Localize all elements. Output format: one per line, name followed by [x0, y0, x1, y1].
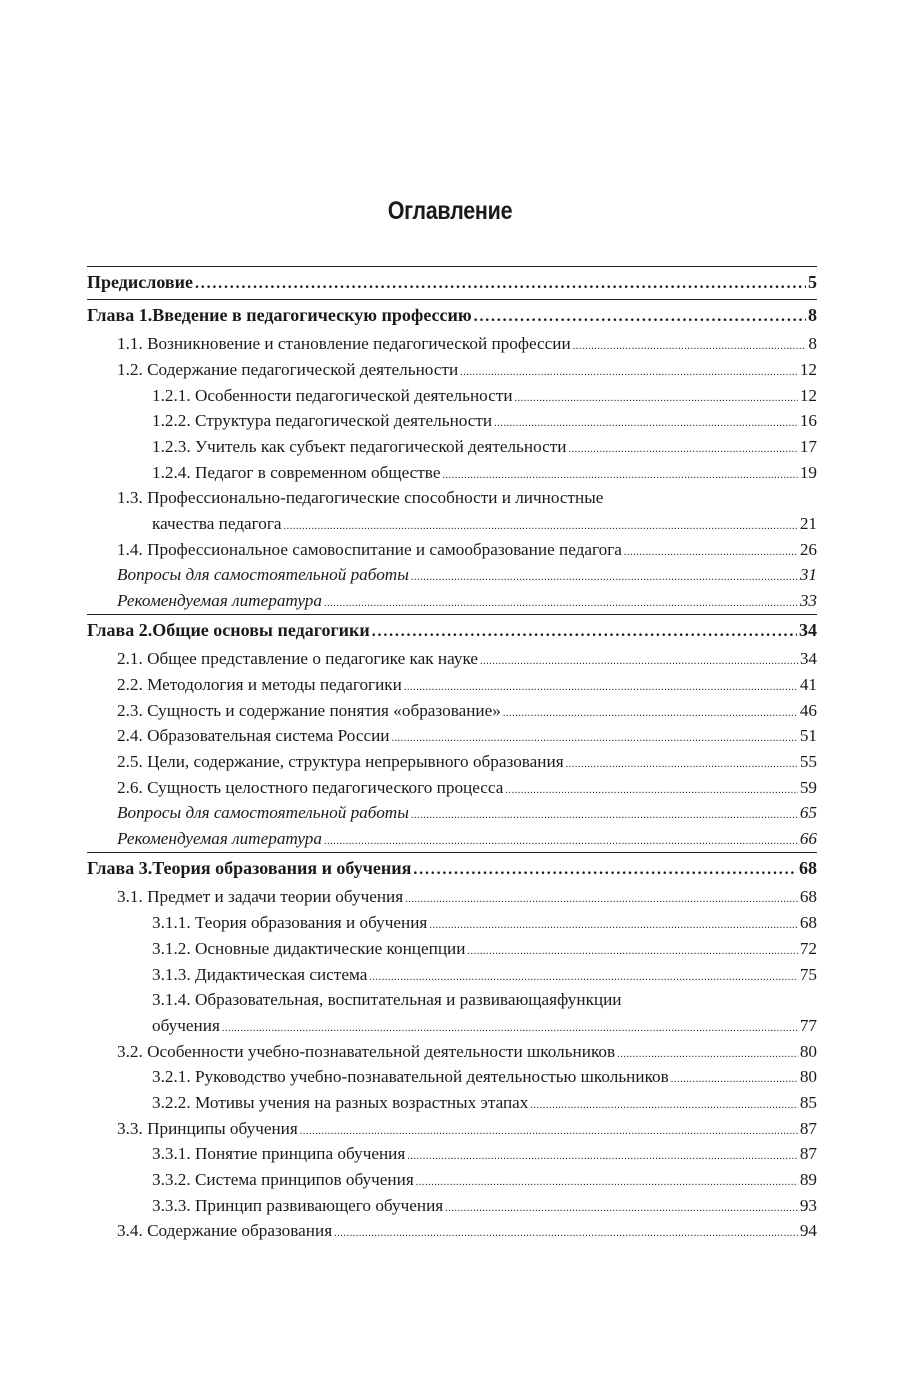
toc-section-chapter-2	[87, 614, 817, 852]
dot-leader	[334, 1218, 798, 1247]
toc-page-number: 33	[799, 591, 817, 611]
page-title: Оглавление	[387, 197, 513, 225]
toc-entry-label: 1.3. Профессионально-педагогические способности и личностные	[117, 488, 604, 508]
toc-entry-label: обучения	[152, 1015, 220, 1035]
toc-entry-preface[interactable]	[87, 267, 817, 299]
toc-entry-literature[interactable]	[87, 588, 817, 614]
toc-entry-label: 3.1. Предмет и задачи теории обучения	[117, 887, 404, 907]
toc-entry-label: 1.1. Возникновение и становление педагогической профессии	[117, 334, 571, 354]
toc-entry[interactable]	[87, 331, 817, 357]
toc-entry[interactable]	[87, 434, 817, 460]
toc-page-number: 80	[799, 1041, 817, 1061]
toc-entry-continuation[interactable]	[87, 511, 817, 537]
toc-page-number: 77	[799, 1015, 817, 1035]
toc-entry[interactable]	[87, 357, 817, 383]
toc-entry[interactable]	[87, 383, 817, 409]
toc-entry[interactable]	[87, 1116, 817, 1142]
dot-leader	[503, 698, 798, 727]
dot-leader	[416, 1167, 798, 1196]
toc-entry-label: 1.2.4. Педагог в современном обществе	[152, 462, 441, 482]
toc-page-number: 65	[799, 803, 817, 823]
dot-leader	[429, 910, 797, 939]
toc-entry-label: 2.5. Цели, содержание, структура непрерывного образования	[117, 752, 564, 772]
toc-entry[interactable]	[87, 775, 817, 801]
toc-entry-label: Рекомендуемая литература	[117, 591, 322, 611]
table-of-contents	[87, 266, 817, 1244]
toc-page-number: 68	[799, 913, 817, 933]
dot-leader	[568, 434, 797, 463]
toc-entry[interactable]	[87, 884, 817, 910]
dot-leader	[413, 853, 797, 886]
toc-entry[interactable]	[87, 910, 817, 936]
toc-entry-label: 3.2.1. Руководство учебно-познавательной деятельностью школьников	[152, 1067, 669, 1087]
toc-entry-continuation[interactable]	[87, 1013, 817, 1039]
dot-leader	[474, 300, 806, 333]
toc-entry[interactable]	[87, 1064, 817, 1090]
toc-entry[interactable]	[87, 1218, 817, 1244]
toc-page-number: 21	[799, 514, 817, 533]
dot-leader	[671, 1064, 798, 1093]
toc-chapter-1[interactable]	[87, 300, 817, 332]
toc-page-number: 72	[799, 938, 817, 958]
toc-page-number: 87	[799, 1144, 817, 1164]
toc-section-chapter-1	[87, 299, 817, 614]
toc-entry[interactable]	[87, 1167, 817, 1193]
dot-leader	[573, 331, 807, 360]
dot-leader	[494, 408, 798, 437]
toc-page-number: 68	[799, 887, 817, 907]
dot-leader	[407, 1141, 798, 1170]
dot-leader	[222, 1013, 798, 1042]
toc-entry-label: 3.4. Содержание образования	[117, 1221, 333, 1241]
toc-entry[interactable]	[87, 723, 817, 749]
dot-leader	[515, 383, 798, 412]
toc-entry[interactable]	[87, 646, 817, 672]
toc-entry-label: 1.4. Профессиональное самовоспитание и самообразование педагога	[117, 539, 622, 559]
dot-leader	[480, 646, 798, 675]
dot-leader	[372, 615, 797, 648]
toc-entry-label: 2.4. Образовательная система России	[117, 726, 390, 746]
dot-leader	[460, 357, 798, 386]
toc-page-number: 94	[799, 1221, 817, 1241]
toc-page-number: 12	[799, 385, 817, 405]
toc-chapter-title: Глава 1.Введение в педагогическую профессию	[87, 304, 472, 325]
dot-leader	[404, 672, 798, 701]
dot-leader	[566, 749, 798, 778]
dot-leader	[324, 826, 798, 855]
toc-page-number: 85	[799, 1092, 817, 1112]
toc-page-number: 34	[799, 649, 817, 669]
toc-entry[interactable]	[87, 408, 817, 434]
toc-page-number: 59	[799, 777, 817, 797]
toc-entry-label: 3.3.2. Система принципов обучения	[152, 1170, 414, 1189]
toc-page-number: 66	[799, 829, 817, 849]
dot-leader	[530, 1090, 797, 1119]
toc-entry-label: 3.1.3. Дидактическая система	[152, 964, 368, 984]
toc-entry[interactable]	[87, 460, 817, 486]
toc-entry[interactable]	[87, 749, 817, 775]
toc-entry-label: 3.2.2. Мотивы учения на разных возрастных этапах	[152, 1092, 529, 1112]
dot-leader	[369, 962, 797, 991]
toc-chapter-2[interactable]	[87, 615, 817, 647]
toc-entry[interactable]	[87, 936, 817, 962]
toc-page-number: 75	[799, 964, 817, 984]
dot-leader	[467, 936, 797, 965]
toc-section-chapter-3	[87, 852, 817, 1244]
dot-leader	[324, 588, 798, 617]
toc-section-preface	[87, 266, 817, 299]
toc-chapter-3[interactable]	[87, 853, 817, 885]
dot-leader	[391, 723, 797, 752]
dot-leader	[300, 1116, 798, 1145]
toc-entry[interactable]	[87, 537, 817, 563]
toc-entry[interactable]	[87, 485, 817, 511]
toc-page-number: 46	[799, 700, 817, 720]
toc-entry-questions[interactable]	[87, 800, 817, 826]
toc-entry-label: 3.3. Принципы обучения	[117, 1118, 298, 1138]
dot-leader	[284, 511, 798, 540]
toc-chapter-title: Глава 2.Общие основы педагогики	[87, 619, 370, 640]
dot-leader	[405, 884, 798, 913]
toc-page-number: 26	[799, 539, 817, 559]
toc-entry[interactable]	[87, 1141, 817, 1167]
toc-page-number: 93	[799, 1195, 817, 1215]
toc-entry-label: Вопросы для самостоятельной работы	[117, 565, 409, 585]
dot-leader	[442, 460, 797, 489]
toc-page-number: 34	[799, 619, 817, 640]
dot-leader	[411, 562, 798, 591]
toc-entry-label: 2.2. Методология и методы педагогики	[117, 675, 402, 695]
toc-entry-label: 3.1.2. Основные дидактические концепции	[152, 938, 466, 958]
toc-entry[interactable]	[87, 1193, 817, 1219]
toc-entry-literature[interactable]	[87, 826, 817, 852]
toc-entry[interactable]	[87, 962, 817, 988]
toc-entry-label: 1.2.3. Учитель как субъект педагогической деятельности	[152, 436, 567, 456]
toc-entry-label: Предисловие	[87, 272, 193, 292]
toc-page-number: 51	[799, 726, 817, 746]
toc-entry-label: Рекомендуемая литература	[117, 829, 322, 849]
toc-page-number: 55	[799, 752, 817, 772]
toc-entry[interactable]	[87, 987, 817, 1013]
dot-leader	[195, 267, 806, 300]
toc-entry-label: 1.2.2. Структура педагогической деятельности	[152, 411, 493, 431]
dot-leader	[624, 537, 798, 566]
toc-chapter-title: Глава 3.Теория образования и обучения	[87, 857, 412, 878]
dot-leader	[505, 775, 797, 804]
toc-page-number: 68	[799, 857, 817, 878]
toc-page-number: 80	[799, 1067, 817, 1087]
toc-page-number: 41	[799, 675, 817, 695]
toc-entry[interactable]	[87, 672, 817, 698]
dot-leader	[617, 1039, 798, 1068]
toc-page-number: 5	[808, 272, 817, 292]
toc-entry-label: 3.2. Особенности учебно-познавательной деятельности школьников	[117, 1041, 616, 1061]
toc-entry-label: 1.2. Содержание педагогической деятельности	[117, 359, 459, 379]
toc-entry-label: 3.3.3. Принцип развивающего обучения	[152, 1195, 444, 1215]
toc-entry-label: 2.3. Сущность и содержание понятия «образование»	[117, 700, 501, 720]
toc-entry[interactable]	[87, 1039, 817, 1065]
toc-entry[interactable]	[87, 698, 817, 724]
toc-page-number: 31	[799, 565, 817, 585]
toc-page-number: 19	[799, 462, 817, 482]
dot-leader	[411, 800, 798, 829]
toc-page-number: 87	[799, 1118, 817, 1138]
toc-page-number: 17	[799, 436, 817, 456]
toc-entry-label: 3.1.4. Образовательная, воспитательная и развивающаяфункции	[152, 990, 622, 1010]
toc-entry-label: качества педагога	[152, 514, 282, 533]
toc-entry-label: 2.6. Сущность целостного педагогического процесса	[117, 777, 504, 797]
toc-entry-label: 3.3.1. Понятие принципа обучения	[152, 1144, 406, 1164]
dot-leader	[445, 1193, 798, 1222]
toc-page-number: 16	[799, 411, 817, 431]
toc-page-number: 89	[799, 1170, 817, 1189]
toc-page-number: 12	[799, 359, 817, 379]
toc-entry-label: 3.1.1. Теория образования и обучения	[152, 913, 428, 933]
toc-page-number: 8	[808, 304, 817, 325]
toc-entry-label: 1.2.1. Особенности педагогической деятельности	[152, 385, 513, 405]
toc-page-number: 8	[808, 334, 817, 354]
toc-entry-questions[interactable]	[87, 562, 817, 588]
toc-entry-label: Вопросы для самостоятельной работы	[117, 803, 409, 823]
toc-entry-label: 2.1. Общее представление о педагогике как науке	[117, 649, 478, 669]
toc-entry[interactable]	[87, 1090, 817, 1116]
